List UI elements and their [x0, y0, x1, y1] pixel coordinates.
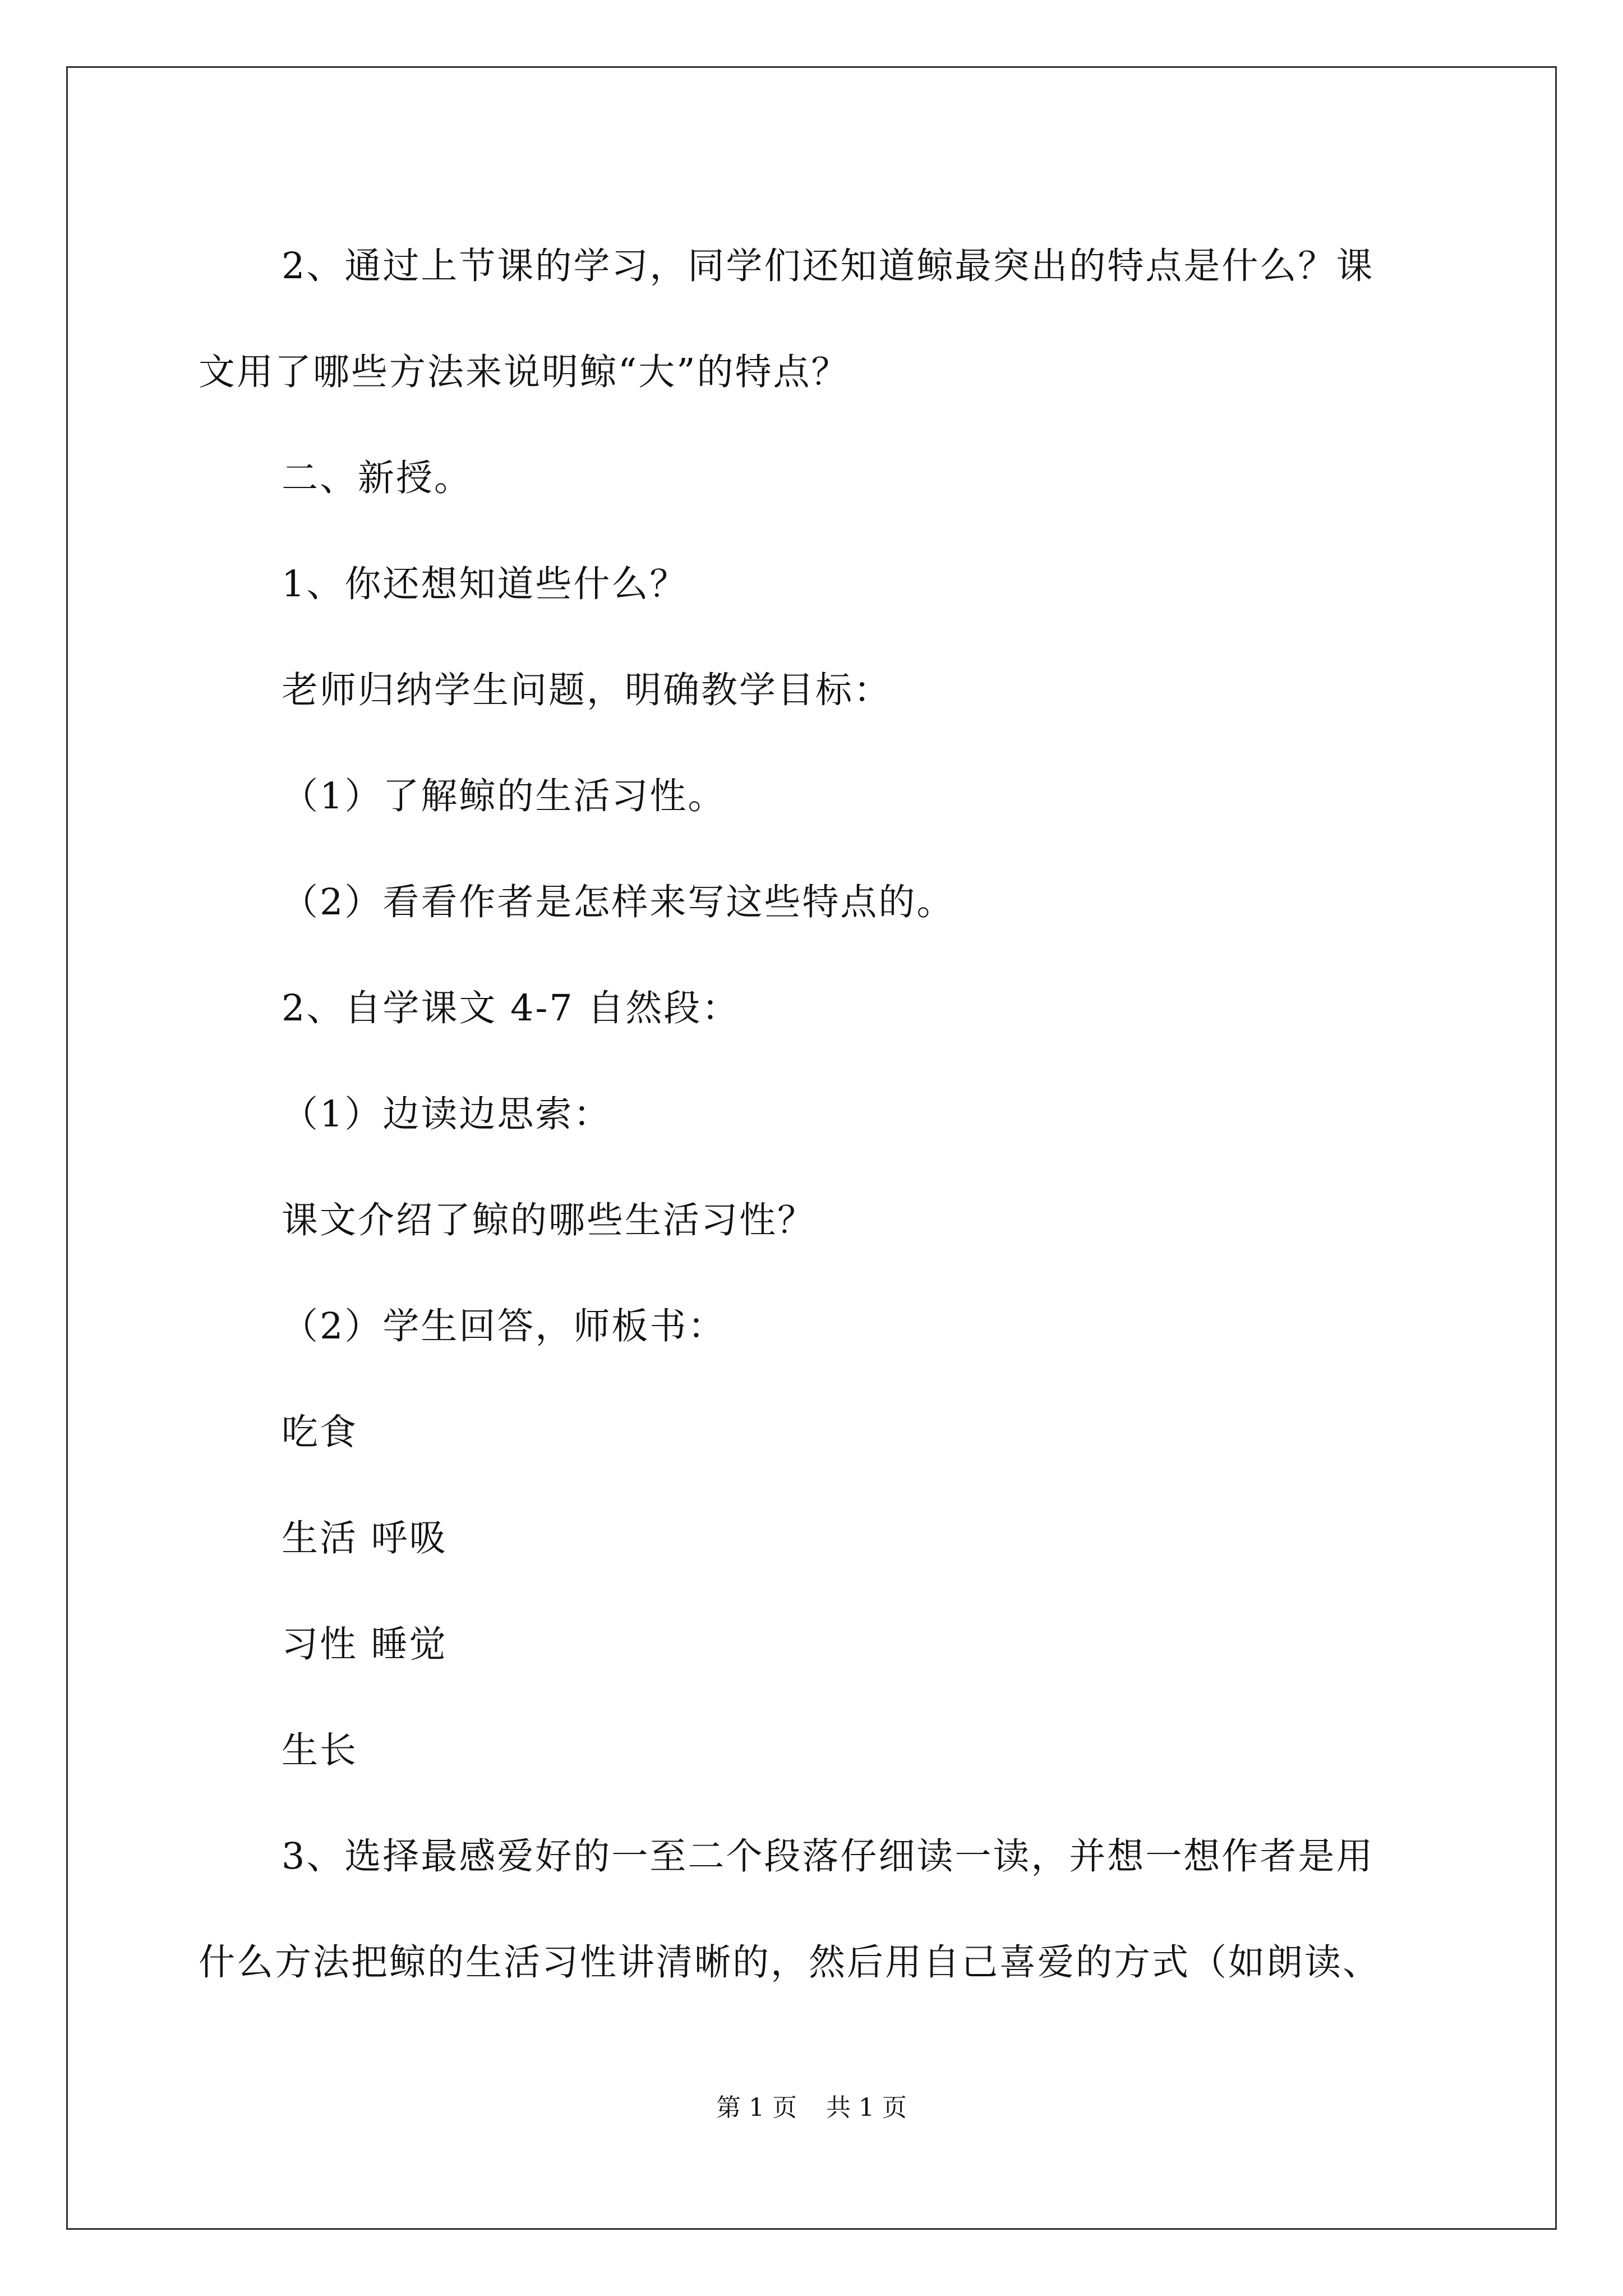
paragraph-line: 生活 呼吸: [282, 1517, 448, 1559]
paragraph-line: 1、你还想知道些什么？: [282, 563, 688, 605]
page-number: 第 1 页: [716, 2093, 797, 2122]
paragraph-line: （2）学生回答，师板书：: [282, 1305, 726, 1347]
paragraph-line: 3、选择最感爱好的一至二个段落仔细读一读，并想一想作者是用: [282, 1835, 1375, 1878]
paragraph-line: （2）看看作者是怎样来写这些特点的。: [282, 881, 955, 923]
paragraph-line: （1）了解鲸的生活习性。: [282, 775, 726, 817]
paragraph-line: 生长: [282, 1729, 358, 1772]
page-total: 共 1 页: [826, 2093, 907, 2122]
paragraph-line: 习性 睡觉: [282, 1623, 448, 1665]
paragraph-line: 什么方法把鲸的生活习性讲清晰的，然后用自己喜爱的方式（如朗读、: [199, 1941, 1381, 1984]
paragraph-line: 2、通过上节课的学习，同学们还知道鲸最突出的特点是什么？课: [282, 245, 1375, 287]
paragraph-line: 课文介绍了鲸的哪些生活习性？: [282, 1199, 816, 1241]
paragraph-line: 文用了哪些方法来说明鲸“大”的特点？: [199, 351, 850, 393]
paragraph-line: 吃食: [282, 1411, 358, 1453]
paragraph-line: 二、新授。: [282, 457, 473, 499]
paragraph-line: 老师归纳学生问题，明确教学目标：: [282, 669, 892, 711]
paragraph-line: （1）边读边思索：: [282, 1093, 612, 1135]
paragraph-line: 2、自学课文 4-7 自然段：: [282, 987, 740, 1029]
document-body: [199, 213, 1432, 2016]
page-footer: [0, 2091, 1623, 2125]
